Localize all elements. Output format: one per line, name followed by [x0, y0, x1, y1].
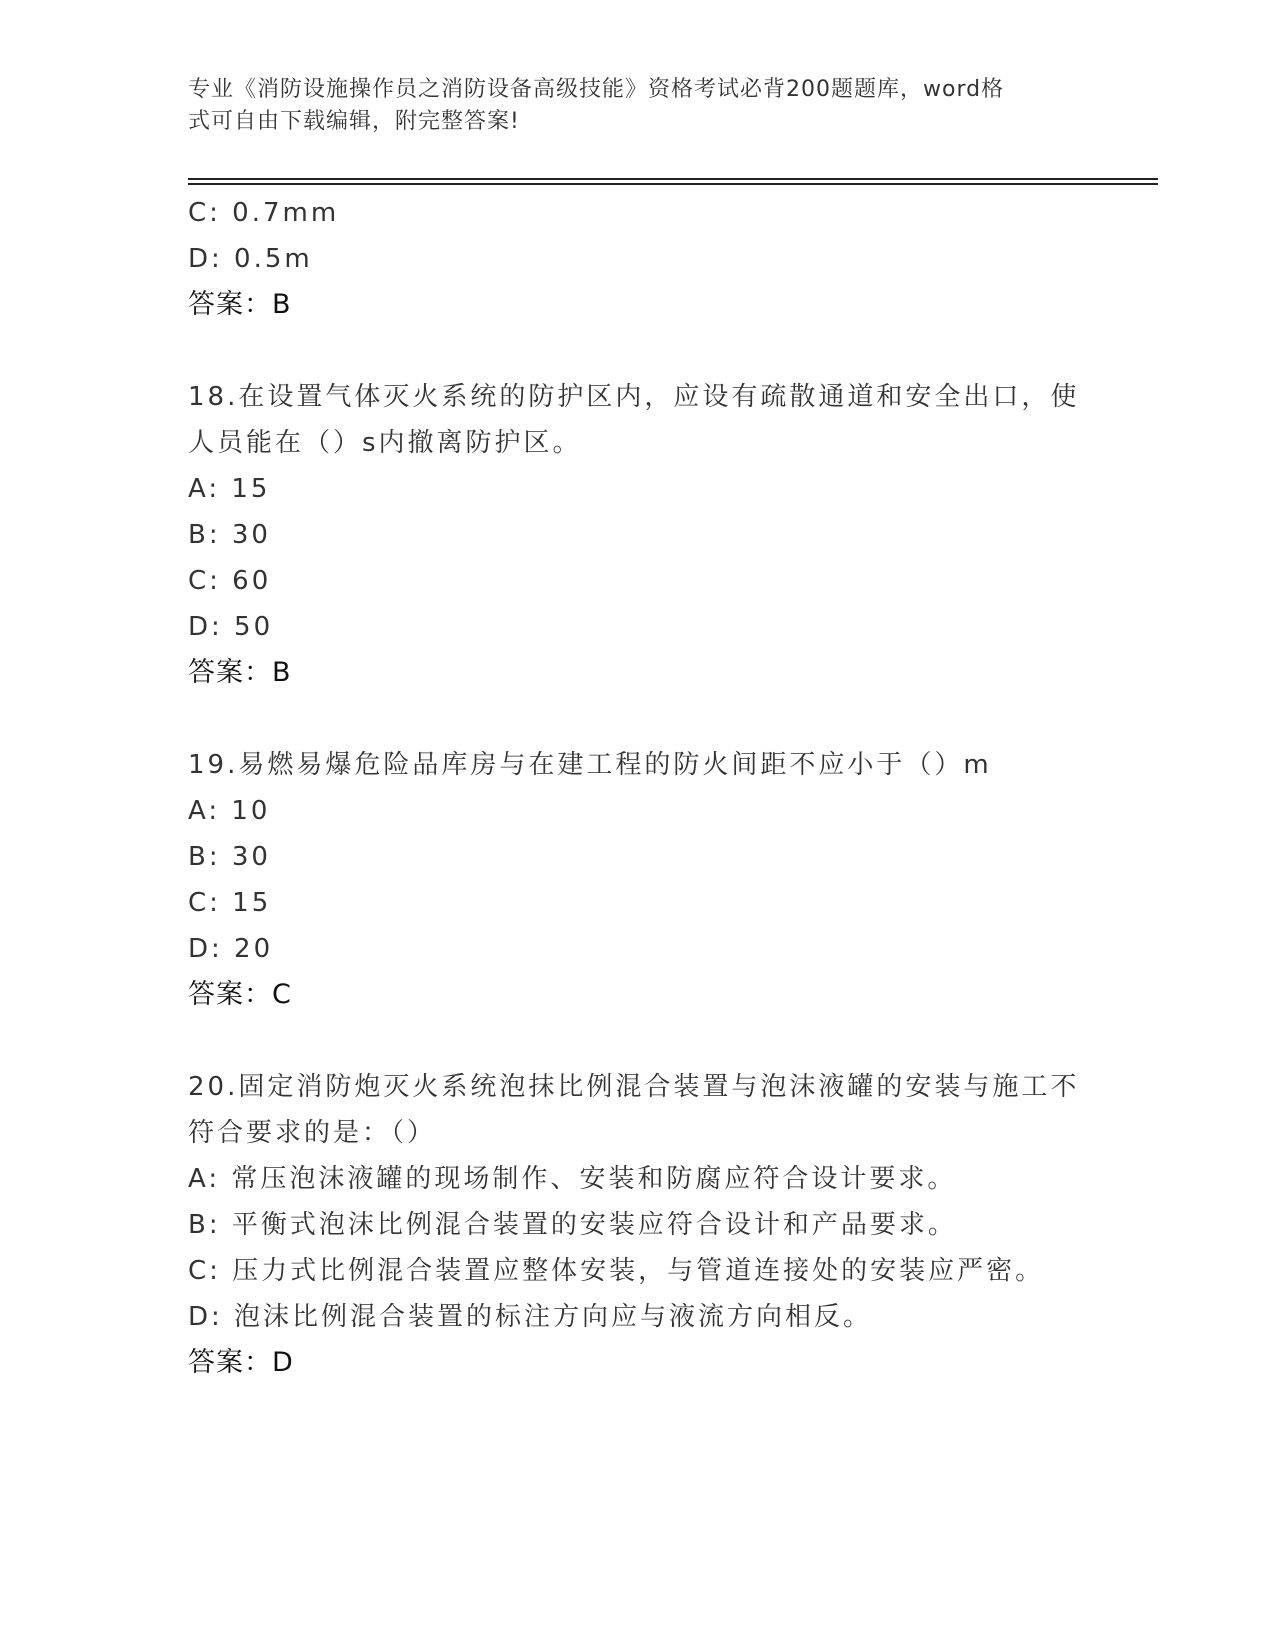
option-c: C: 压力式比例混合装置应整体安装，与管道连接处的安装应严密。	[188, 1256, 1045, 1286]
question-17-tail	[188, 190, 1088, 328]
question-19	[188, 742, 1088, 1018]
answer-line: 答案：D	[188, 1347, 294, 1378]
question-title-line-1: 18.在设置气体灭火系统的防护区内，应设有疏散通道和安全出口，使	[188, 382, 1080, 412]
header-rule-top	[188, 178, 1158, 180]
option-d: D: 20	[188, 934, 274, 964]
option-d: D: 泡沫比例混合装置的标注方向应与液流方向相反。	[188, 1302, 873, 1332]
option-c: C: 0.7mm	[188, 198, 340, 228]
option-c: C: 15	[188, 888, 272, 918]
question-title-line-2: 人员能在（）s内撤离防护区。	[188, 428, 582, 458]
option-b: B: 30	[188, 520, 271, 550]
option-b: B: 平衡式泡沫比例混合装置的安装应符合设计和产品要求。	[188, 1210, 957, 1240]
answer-line: 答案：C	[188, 979, 292, 1010]
question-title-line-1: 19.易燃易爆危险品库房与在建工程的防火间距不应小于（）m	[188, 750, 992, 780]
option-d: D: 0.5m	[188, 244, 313, 274]
question-20	[188, 1064, 1088, 1386]
option-a: A: 15	[188, 474, 271, 504]
option-c: C: 60	[188, 566, 272, 596]
option-a: A: 10	[188, 796, 271, 826]
question-title-line-1: 20.固定消防炮灭火系统泡抹比例混合装置与泡沫液罐的安装与施工不	[188, 1072, 1080, 1102]
option-b: B: 30	[188, 842, 271, 872]
option-d: D: 50	[188, 612, 274, 642]
question-18	[188, 374, 1088, 696]
question-title-line-2: 符合要求的是：（）	[188, 1118, 437, 1148]
document-header	[188, 74, 1068, 138]
answer-line: 答案：B	[188, 289, 292, 320]
option-a: A: 常压泡沫液罐的现场制作、安装和防腐应符合设计要求。	[188, 1164, 957, 1194]
header-line-2: 式可自由下载编辑，附完整答案!	[188, 109, 520, 134]
header-line-1: 专业《消防设施操作员之消防设备高级技能》资格考试必背200题题库，word格	[188, 77, 1005, 102]
answer-line: 答案：B	[188, 657, 292, 688]
header-rule-bottom	[188, 183, 1158, 185]
question-list	[188, 190, 1088, 1386]
